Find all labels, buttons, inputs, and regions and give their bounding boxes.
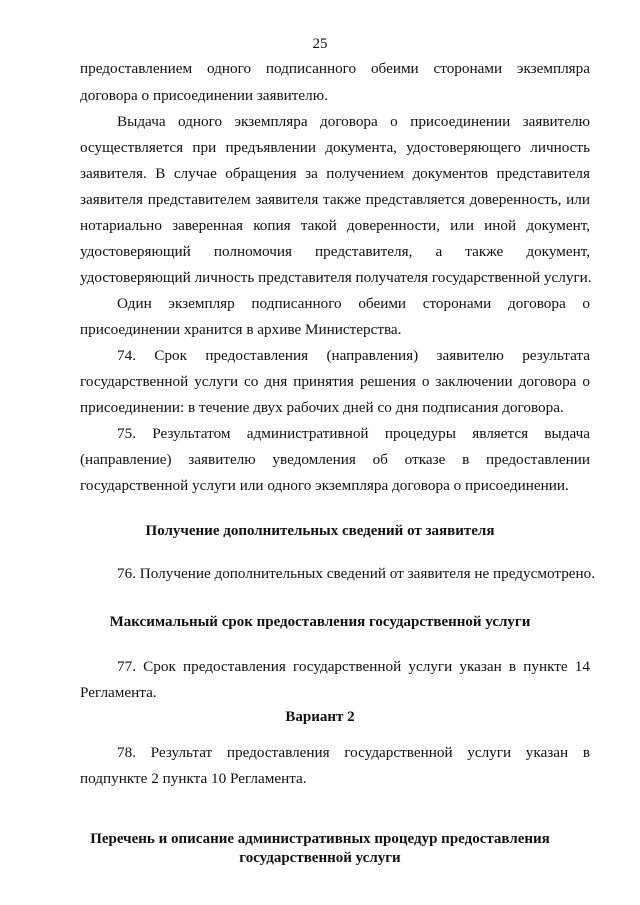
section-heading: Максимальный срок предоставления государственной услуги	[109, 614, 531, 630]
paragraph-line: Регламента.	[80, 684, 157, 701]
paragraph-line: Один экземпляр подписанного обеими сторонами договора о	[117, 295, 590, 312]
paragraph-line: 76. Получение дополнительных сведений от заявителя не предусмотрено.	[117, 565, 596, 582]
paragraph-line: заявителя. В случае обращения за получением документов представителя	[80, 165, 590, 182]
paragraph-line: 75. Результатом административной процедуры является выдача	[117, 425, 590, 442]
paragraph-line: Выдача одного экземпляра договора о присоединении заявителю	[117, 113, 590, 130]
paragraph-line: удостоверяющий полномочия представителя, а также документ,	[80, 243, 590, 260]
paragraph-line: 77. Срок предоставления государственной услуги указан в пункте 14	[117, 658, 590, 675]
section-heading-line: государственной услуги	[239, 850, 401, 866]
paragraph-line: 78. Результат предоставления государственной услуги указан в	[117, 744, 590, 761]
paragraph-line: осуществляется при предъявлении документа, удостоверяющего личность	[80, 139, 590, 156]
section-heading: Получение дополнительных сведений от заявителя	[145, 523, 495, 539]
page-number: 25	[312, 36, 328, 52]
paragraph-line: государственной услуги или одного экземпляра договора о присоединении.	[80, 477, 569, 494]
paragraph-line: нотариально заверенная копия такой доверенности, или иной документ,	[80, 217, 590, 234]
paragraph-line: присоединении хранится в архиве Министерства.	[80, 321, 402, 338]
paragraph-line: удостоверяющий личность представителя получателя государственной услуги.	[80, 269, 592, 286]
section-heading-line: Перечень и описание административных процедур предоставления	[90, 831, 550, 847]
paragraph-line: договора о присоединении заявителю.	[80, 87, 328, 104]
paragraph-line: подпункте 2 пункта 10 Регламента.	[80, 770, 307, 787]
paragraph-line: (направление) заявителю уведомления об отказе в предоставлении	[80, 451, 590, 468]
paragraph-line: 74. Срок предоставления (направления) заявителю результата	[117, 347, 590, 364]
paragraph-line: присоединении: в течение двух рабочих дней со дня подписания договора.	[80, 399, 564, 416]
paragraph-line: государственной услуги со дня принятия решения о заключении договора о	[80, 373, 590, 390]
paragraph-line: заявителя представителем заявителя также представляется доверенность, или	[80, 191, 590, 208]
section-heading: Вариант 2	[285, 709, 355, 725]
paragraph-line: предоставлением одного подписанного обеими сторонами экземпляра	[80, 60, 590, 77]
